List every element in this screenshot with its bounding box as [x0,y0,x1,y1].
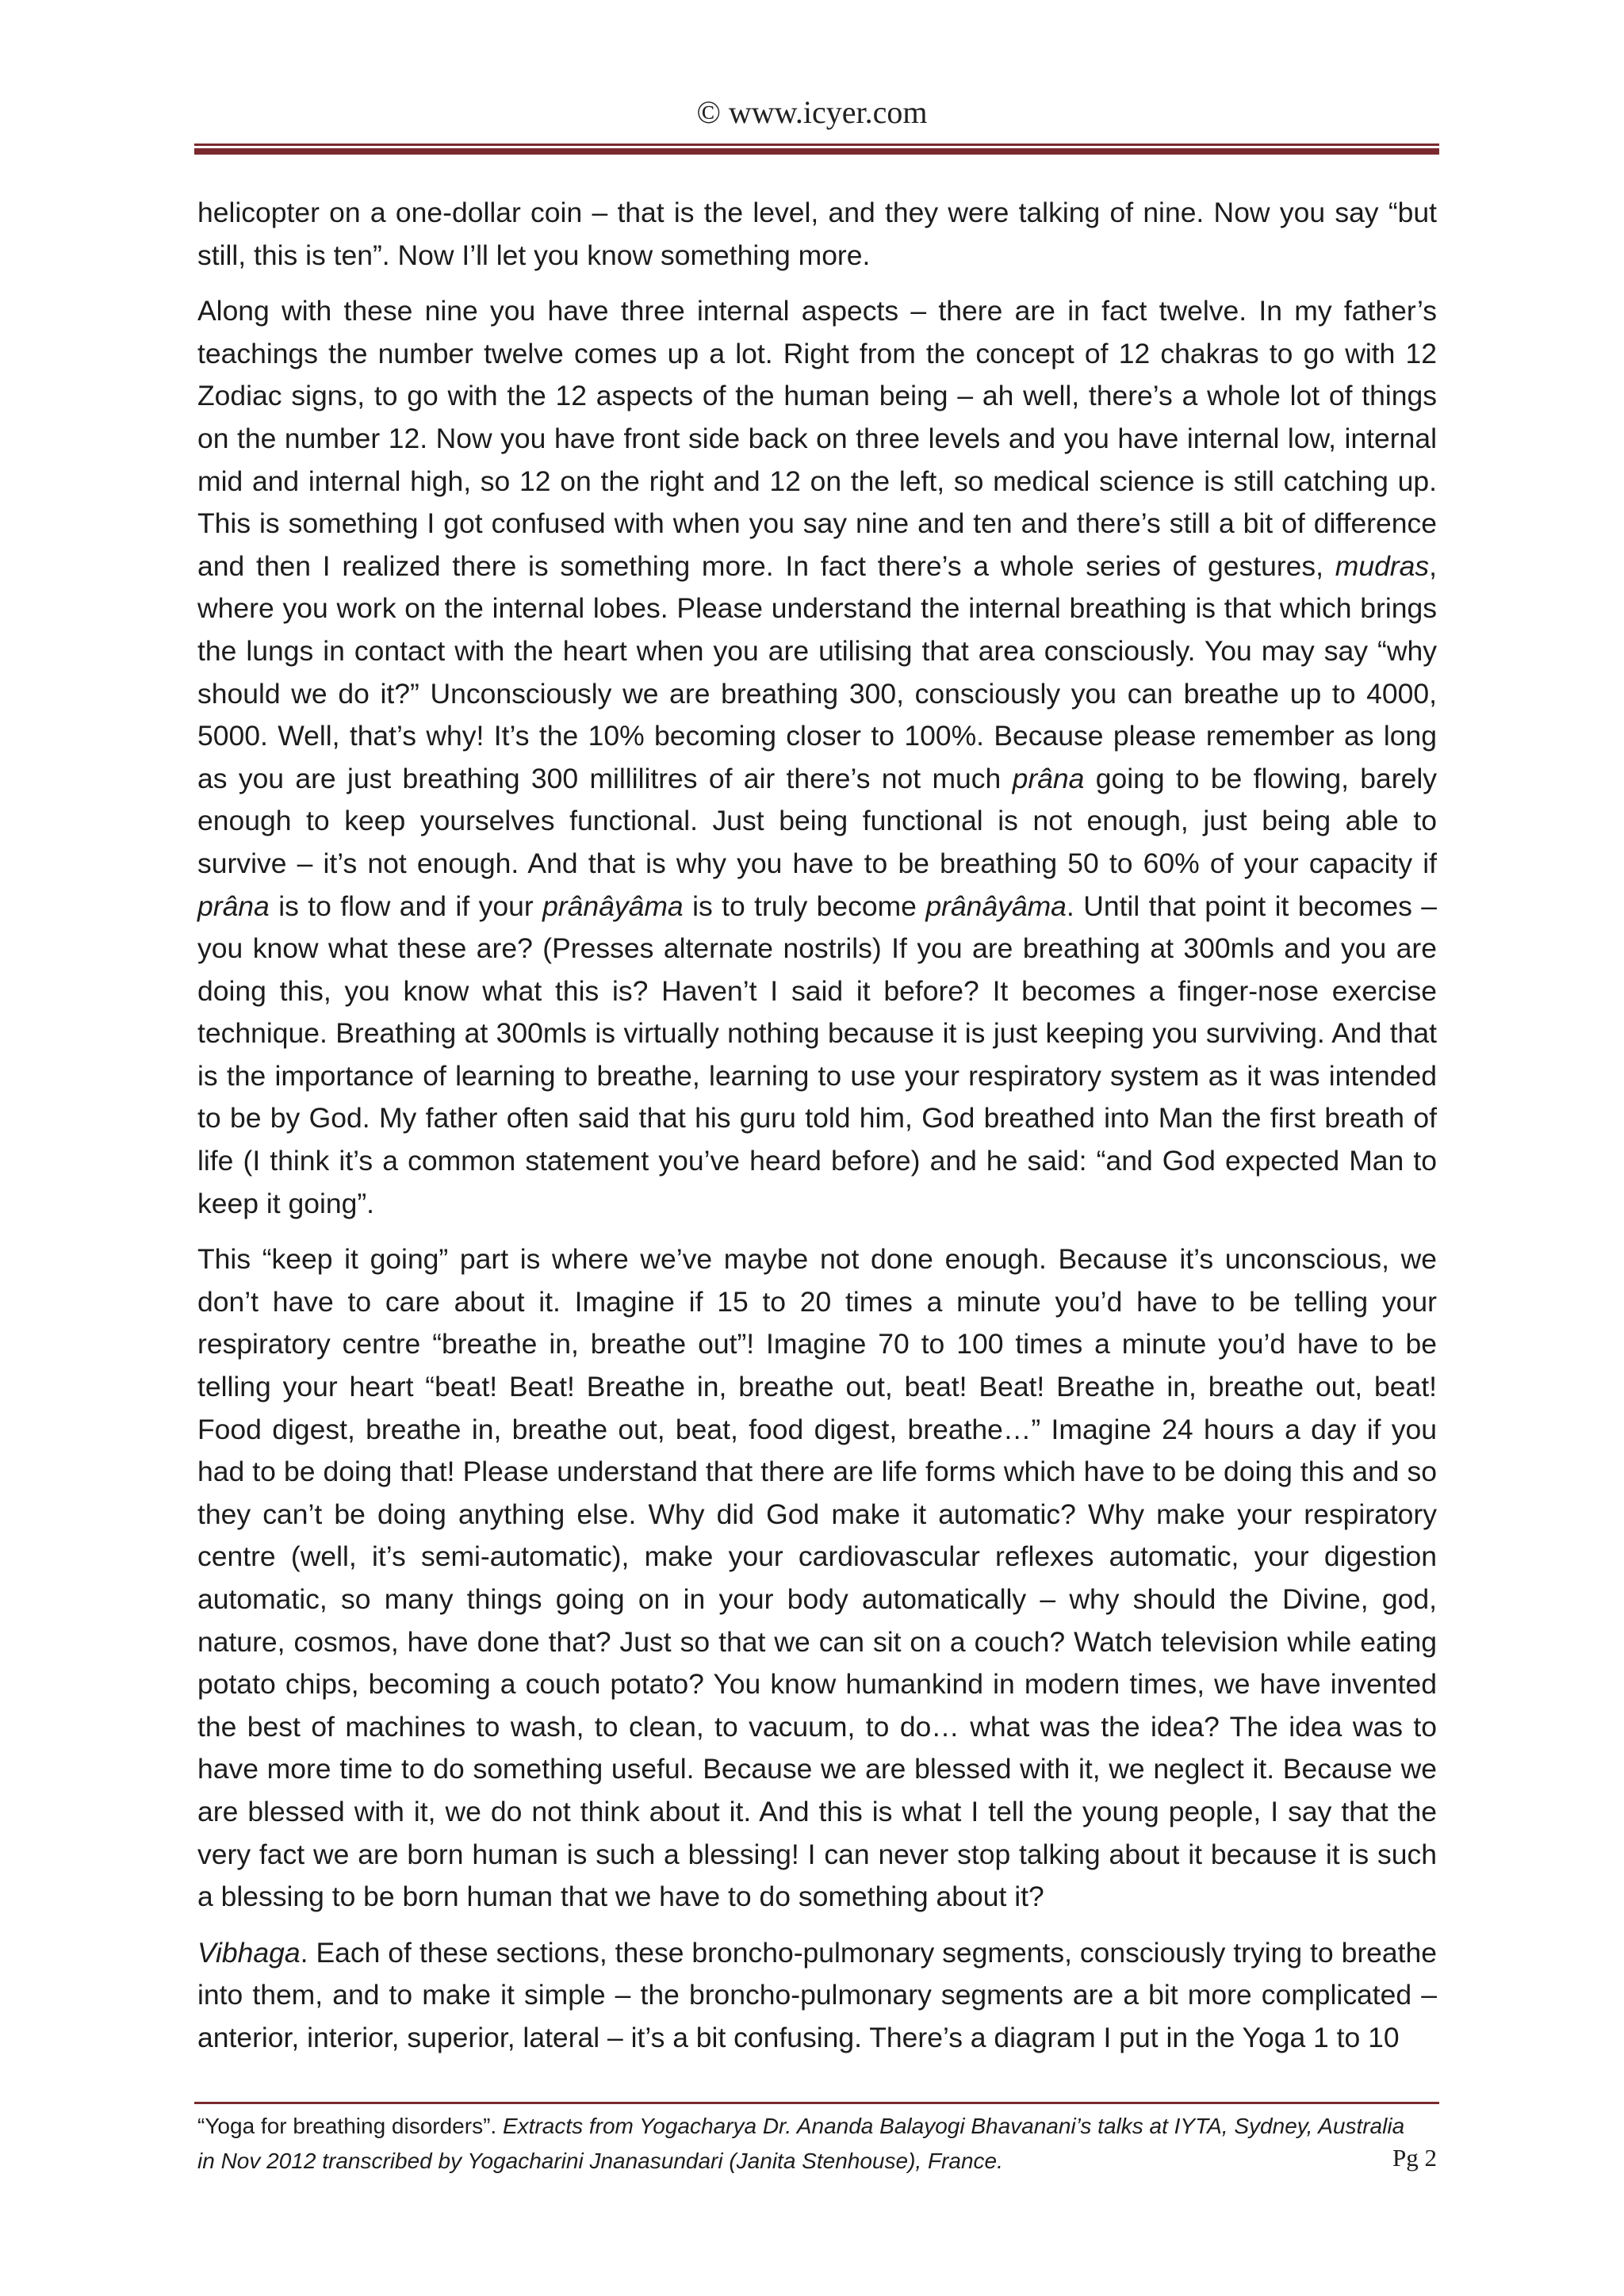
text-run: . Each of these sections, these broncho-pulmonary segments, consciously trying to breathe into them, and to make it simple – the broncho-pulmonary segments are a bit more complicated – anterior, interior, superior, lateral – it’s a bit confusing. There’s a diagram I put in the Yoga 1 to 10 [197,1936,1437,2053]
footer-credit-2: in Nov 2012 transcribed by Yogacharini Jnanasundari (Janita Stenhouse), France. [197,2149,1003,2173]
body-paragraph [197,1932,1437,2060]
body-paragraph [197,192,1437,277]
header-rule-thick [194,148,1439,155]
footer-credit-1: Extracts from Yogacharya Dr. Ananda Balayogi Bhavanani’s talks at IYTA, Sydney, Australia [496,2114,1405,2138]
body-text [197,192,1437,2073]
text-run: helicopter on a one-dollar coin – that is the level, and they were talking of nine. Now you say “but still, this is ten”. Now I’ll let you know something more. [197,197,1437,271]
italic-term: Vibhaga [197,1936,301,1969]
text-run: is to flow and if your [269,890,543,922]
text-run: . Until that point it becomes – you know what these are? (Presses alternate nostrils) If you are breathing at 300mls and you are doing this, you know what this is? Haven’t I said it before? It becomes a finger-nose exercise technique. Breathing at 300mls is virtually nothing because it is just keeping you surviving. And that is the importance of learning to breathe, learning to use your respiratory system as it was intended to be by God. My father often said that his guru told him, God breathed into Man the first breath of life (I think it’s a common statement you’ve heard before) and he said: “and God expected Man to keep it going”. [197,890,1437,1219]
text-run: going to be flowing, barely enough to keep yourselves functional. Just being functional is not enough, just being able to survive – it’s not enough. And that is why you have to be breathing 50 to 60% of your capacity if [197,762,1437,879]
text-run: Along with these nine you have three internal aspects – there are in fact twelve. In my father’s teachings the number twelve comes up a lot. Right from the concept of 12 chakras to go with 12 Zodiac signs, to go with the 12 aspects of the human being – ah well, there’s a whole lot of things on the number 12. Now you have front side back on three levels and you have internal low, internal mid and internal high, so 12 on the right and 12 on the left, so medical science is still catching up. This is something I got confused with when you say nine and ten and there’s still a bit of difference and then I realized there is something more. In fact there’s a whole series of gestures, [197,295,1437,582]
text-run: , where you work on the internal lobes. Please understand the internal breathing is that which brings the lungs in contact with the heart when you are utilising that area consciously. You may say “why should we do it?” Unconsciously we are breathing 300, consciously you can breathe up to 4000, 5000. Well, that’s why! It’s the 10% becoming closer to 100%. Because please remember as long as you are just breathing 300 millilitres of air there’s not much [197,549,1437,794]
footer-citation [197,2109,1437,2179]
italic-term: mudras [1335,549,1430,582]
header-site-url: © www.icyer.com [696,94,928,130]
italic-term: prâna [197,890,270,922]
footer-line-2 [197,2144,1437,2179]
body-paragraph [197,1238,1437,1919]
page-number: Pg 2 [1392,2144,1437,2172]
footer-rule [194,2102,1439,2104]
footer-line-1 [197,2109,1437,2144]
italic-term: prânâyâma [925,890,1067,922]
header-rule-thin [194,144,1439,146]
footer-title: “Yoga for breathing disorders”. [197,2114,497,2138]
text-run: is to truly become [683,890,926,922]
italic-term: prânâyâma [542,890,684,922]
body-paragraph [197,290,1437,1225]
text-run: This “keep it going” part is where we’ve maybe not done enough. Because it’s unconscious, we don’t have to care about it. Imagine if 15 to 20 times a minute you’d have to be telling your respiratory centre “breathe in, breathe out”! Imagine 70 to 100 times a minute you’d have to be telling your heart “beat! Beat! Breathe in, breathe out, beat! Beat! Breathe in, breathe out, beat! Food digest, breathe in, breathe out, beat, food digest, breathe…” Imagine 24 hours a day if you had to be doing that! Please understand that there are life forms which have to be doing this and so they can’t be doing anything else. Why did God make it automatic? Why make your respiratory centre (well, it’s semi-automatic), make your cardiovascular reflexes automatic, your digestion automatic, so many things going on in your body automatically – why should the Divine, god, nature, cosmos, have done that? Just so that we can sit on a couch? Watch television while eating potato chips, becoming a couch potato? You know humankind in modern times, we have invented the best of machines to wash, to clean, to vacuum, to do… what was the idea? The idea was to have more time to do something useful. Because we are blessed with it, we neglect it. Because we are blessed with it, we do not think about it. And this is what I tell the young people, I say that the very fact we are born human is such a blessing! I can never stop talking about it because it is such a blessing to be born human that we have to do something about it? [197,1243,1437,1913]
italic-term: prâna [1012,762,1085,794]
